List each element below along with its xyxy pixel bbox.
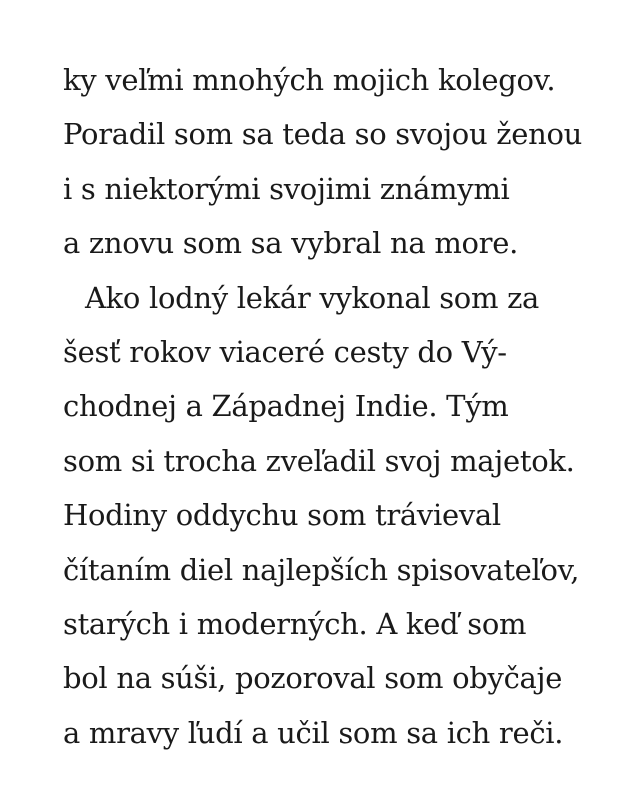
- paragraph-start-line: Ako lodný lekár vykonal som za: [85, 280, 540, 315]
- text-line-4: a znovu som sa vybral na more.: [63, 226, 519, 261]
- text-line-10: čítaním diel najlepších spisovateľov,: [63, 552, 580, 587]
- text-line-2: Poradil som sa teda so svojou ženou: [63, 117, 583, 152]
- text-line-7: chodnej a Západnej Indie. Tým: [63, 389, 509, 424]
- text-line-13: a mravy ľudí a učil som sa ich reči.: [63, 715, 564, 750]
- body-text: [63, 53, 623, 760]
- text-line-12: bol na súši, pozoroval som obyčaje: [63, 661, 563, 696]
- text-line-6: šesť rokov viaceré cesty do Vý-: [63, 334, 507, 369]
- text-line-11: starých i moderných. A keď som: [63, 606, 527, 641]
- text-line-1: ky veľmi mnohých mojich kolegov.: [63, 63, 556, 97]
- text-line-8: som si trocha zveľadil svoj majetok.: [63, 443, 575, 478]
- text-line-9: Hodiny oddychu som trávieval: [63, 498, 501, 533]
- text-line-3: i s niektorými svojimi známymi: [63, 171, 510, 206]
